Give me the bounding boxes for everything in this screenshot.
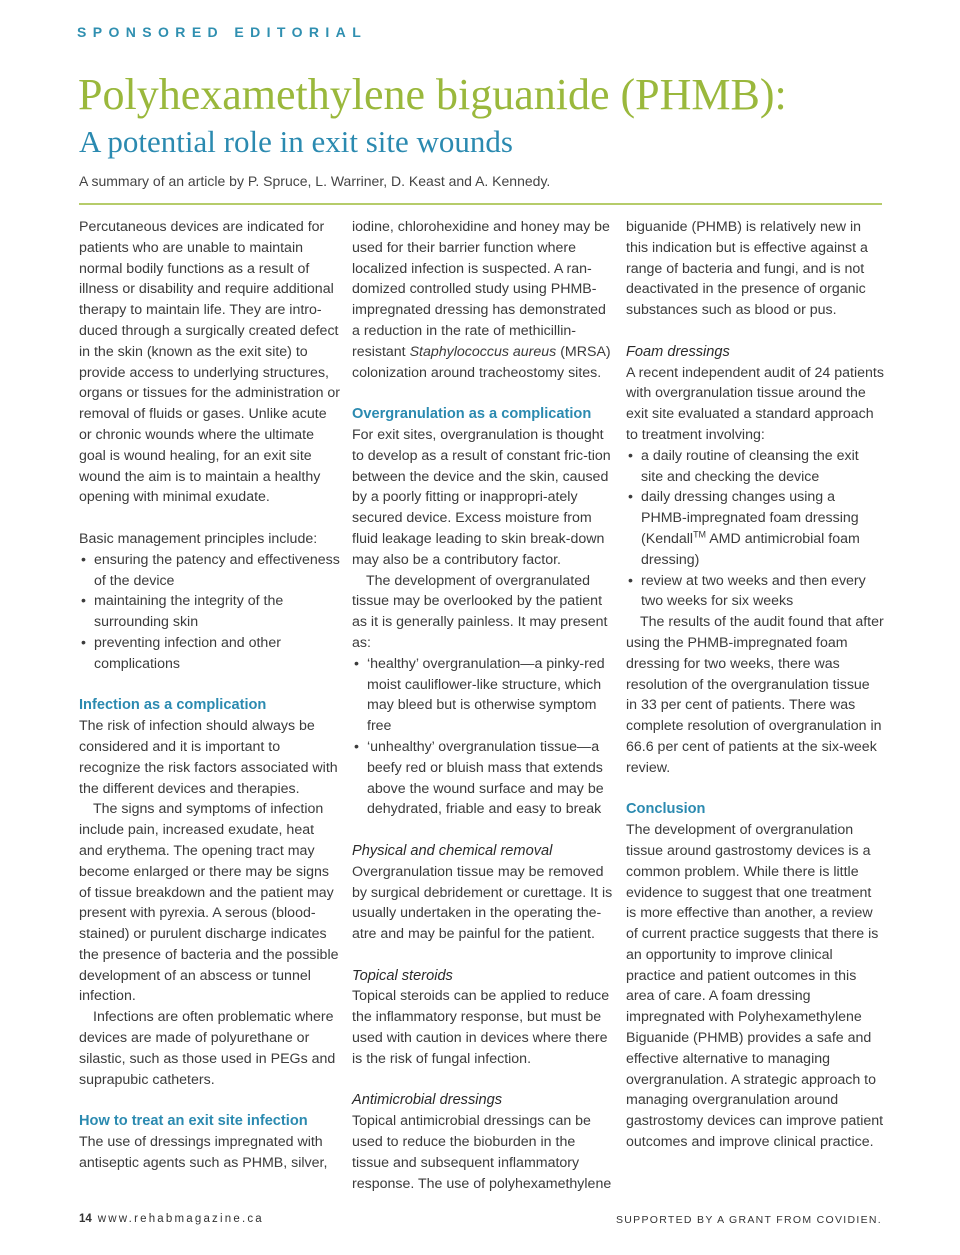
treat-paragraph: The use of dressings impregnated with antiseptic agents such as PHMB, silver, xyxy=(79,1134,328,1171)
principles-list xyxy=(79,550,341,675)
list-item: • ‘unhealthy’ overgranulation tissue—a beefy red or bluish mass that extends above the wound surface and may be dehydrated, friable and easy to break xyxy=(354,738,604,818)
section-kicker: SPONSORED EDITORIAL xyxy=(77,24,368,40)
list-item: • a daily routine of cleansing the exit site and checking the device xyxy=(628,447,859,485)
list-item: • daily dressing changes using a PHMB-impregnated foam dressing (Kendall™ AMD antimicrobial foam dressing) xyxy=(628,489,860,568)
overgranulation-paragraph-2: The development of overgranulated tissue may be overlooked by the patient as it is generally painless. It may present as: xyxy=(352,572,608,651)
heading-overgranulation: Overgranulation as a complication xyxy=(352,406,592,423)
overgranulation-list xyxy=(352,654,614,820)
steroids-paragraph: Topical steroids can be applied to reduce the inflammatory response, but must be used with caution in devices where there is the risk of fungal infection. xyxy=(352,988,610,1067)
conclusion-paragraph: The development of overgranulation tissue around gastrostomy devices is a common problem. While there is little evidence to suggest that one treatment is more effective than another, a review of current practice suggests that there is an opportunity to improve clinical practice and patient outcomes in this area of care. A foam dressing impregnated with Polyhexamethylene Biguanide (PHMB) provides a safe and effective alternative to managing overgranulation. A strategic approach to managing overgranulation around gastrostomy devices can improve patient outcomes and improve clinical practice. xyxy=(626,822,884,1151)
foam-paragraph-1: A recent independent audit of 24 patients with overgranulation tissue around the exit site evaluated a standard approach to treatment involving: xyxy=(626,364,884,443)
page-number: 14 xyxy=(79,1213,92,1225)
infection-paragraph-3: Infections are often problematic where devices are made of polyurethane or silastic, such as those used in PEGs and suprapubic catheters. xyxy=(79,1009,336,1088)
website-link[interactable]: www.rehabmagazine.ca xyxy=(97,1213,264,1225)
antimicrobial-paragraph: Topical antimicrobial dressings can be used to reduce the bioburden in the tissue and subsequent inflammatory response. The use of polyhexamethylene xyxy=(352,1113,612,1192)
list-item: • ‘healthy’ overgranulation—a pinky-red moist cauliflower-like structure, which may bleed but is otherwise symptom free xyxy=(354,655,605,735)
list-item: • maintaining the integrity of the surrounding skin xyxy=(81,593,284,631)
infection-paragraph-2: The signs and symptoms of infection include pain, increased exudate, heat and erythema. The opening tract may become enlarged or there may be signs of tissue breakdown and the patient may present with pyrexia. A serous (blood-stained) or purulent discharge indicates the presence of bacteria and the possible development of an abscess or tunnel infection. xyxy=(79,801,339,1005)
column-2 xyxy=(352,217,614,1194)
heading-physical-removal: Physical and chemical removal xyxy=(352,842,553,859)
antimicrobial-paragraph-continued: biguanide (PHMB) is relatively new in this indication but is effective against a range of bacteria and fungi, and is not deactivated in the presence of organic substances such as blood or pus. xyxy=(626,219,868,319)
header-divider xyxy=(79,203,882,205)
heading-treat-infection: How to treat an exit site infection xyxy=(79,1113,308,1130)
list-item: • ensuring the patency and effectiveness of the device xyxy=(81,551,340,589)
principles-intro: Basic management principles include: xyxy=(79,530,318,547)
foam-list xyxy=(626,446,884,612)
treat-paragraph-continued: iodine, chlorohexidine and honey may be used for their barrier function where localized infection is suspected. A ran-domized controlled study using PHMB-impregnated dressing has demonstrated a reduction in the rate of methicillin-resistant Staphylococcus aureus (MRSA) colonization around tracheostomy sites. xyxy=(352,219,611,381)
heading-topical-steroids: Topical steroids xyxy=(352,967,453,984)
foam-paragraph-2: The results of the audit found that after using the PHMB-impregnated foam dressing for two weeks, there was resolution of the overgranulation tissue in 33 per cent of patients. There was complete resolution of overgranulation in 66.6 per cent of patients at the six-week review. xyxy=(626,614,884,776)
column-3 xyxy=(626,217,884,1153)
list-item: • review at two weeks and then every two weeks for six weeks xyxy=(628,572,866,610)
article-subtitle: A potential role in exit site wounds xyxy=(79,124,513,159)
list-item: • preventing infection and other complications xyxy=(81,634,281,672)
species-name: Staphylococcus aureus xyxy=(409,343,557,360)
physical-paragraph: Overgranulation tissue may be removed by surgical debridement or curettage. It is usually undertaken in the operating the-atre and may be painful for the patient. xyxy=(352,863,613,943)
column-1 xyxy=(79,217,341,1174)
heading-infection: Infection as a complication xyxy=(79,697,267,714)
sponsor-note: SUPPORTED BY A GRANT FROM COVIDIEN. xyxy=(615,1214,882,1226)
overgranulation-paragraph-1: For exit sites, overgranulation is thought to develop as a result of constant fric-tion between the device and the skin, caused by a poorly fitting or inappropri-ately secured device. Excess moisture from fluid leakage leading to skin break-down may also be a contributory factor. xyxy=(352,426,611,568)
footer-left xyxy=(79,1213,264,1225)
heading-conclusion: Conclusion xyxy=(626,801,706,818)
heading-antimicrobial: Antimicrobial dressings xyxy=(352,1092,503,1109)
article-byline: A summary of an article by P. Spruce, L. Warriner, D. Keast and A. Kennedy. xyxy=(79,173,551,189)
intro-paragraph: Percutaneous devices are indicated for patients who are unable to maintain normal bodily functions as a result of illness or disability and require additional therapy to maintain life. They are intro-duced through a surgically created defect in the skin (known as the exit site) to provide access to underlying structures, organs or tissues for the administration or removal of fluids or gases. Unlike acute or chronic wounds where the ultimate goal is wound healing, for an exit site wound the aim is to maintain a healthy opening with minimal exudate. xyxy=(79,219,341,506)
article-title: Polyhexamethylene biguanide (PHMB): xyxy=(78,70,787,119)
heading-foam-dressings: Foam dressings xyxy=(626,343,730,360)
infection-paragraph-1: The risk of infection should always be considered and it is important to recognize the risk factors associated with the different devices and therapies. xyxy=(79,718,338,797)
